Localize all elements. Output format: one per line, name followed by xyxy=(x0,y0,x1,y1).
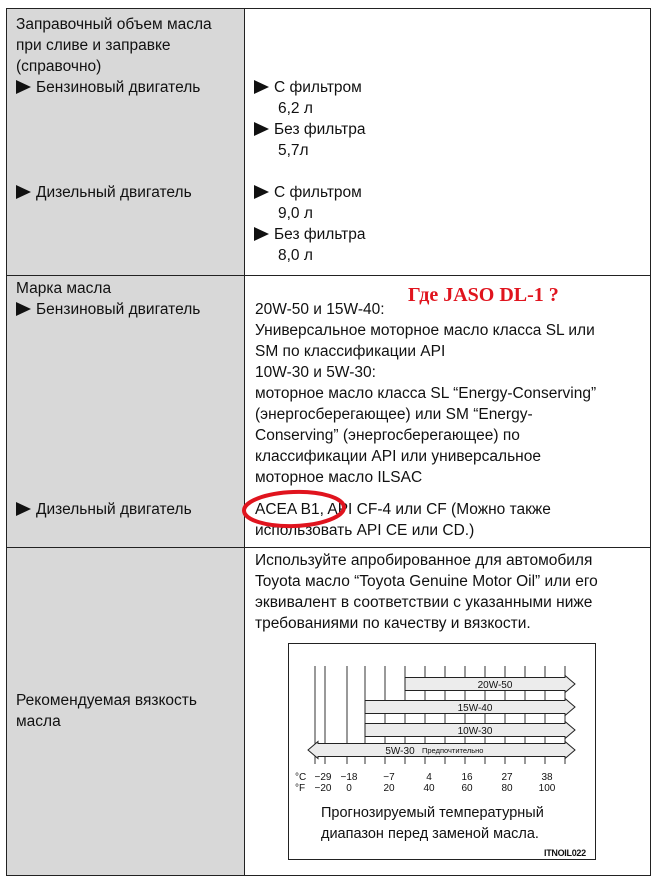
arrow-icon xyxy=(254,185,269,199)
fahrenheit-tick: 40 xyxy=(423,783,435,794)
diesel-without-filter: Без фильтра xyxy=(254,224,366,245)
arrow-icon xyxy=(254,122,269,136)
figure-code: ITNOIL022 xyxy=(544,848,586,858)
red-circle-annotation xyxy=(240,488,352,538)
arrow-icon xyxy=(16,502,31,516)
fahrenheit-tick: 100 xyxy=(538,783,556,794)
fahrenheit-tick: 80 xyxy=(501,783,513,794)
chart-caption: диапазон перед заменой масла. xyxy=(321,826,539,842)
gasoline-with-filter-value: 6,2 л xyxy=(278,100,313,117)
celsius-tick: 4 xyxy=(426,772,432,783)
row-divider xyxy=(7,275,650,276)
arrow-icon xyxy=(254,227,269,241)
viscosity-bar-label: 10W-30 xyxy=(457,726,493,737)
diesel-with-filter: С фильтром xyxy=(254,182,362,203)
diesel-engine-label: Дизельный двигатель xyxy=(16,182,192,203)
viscosity-bar-label: 20W-50 xyxy=(477,680,513,691)
viscosity-bar-label: 15W-40 xyxy=(457,703,493,714)
oil-grade-heading: Марка масла xyxy=(16,280,112,297)
fahrenheit-tick: −20 xyxy=(314,783,332,794)
gasoline-engine-label: Бензиновый двигатель xyxy=(16,299,200,320)
fahrenheit-tick: 20 xyxy=(383,783,395,794)
celsius-tick: 16 xyxy=(461,772,473,783)
diesel-with-filter-value: 9,0 л xyxy=(278,205,313,222)
celsius-tick: −7 xyxy=(383,772,395,783)
row-divider xyxy=(7,547,650,548)
gasoline-without-filter: Без фильтра xyxy=(254,119,366,140)
arrow-icon xyxy=(16,185,31,199)
preferred-note: Предпочтительно xyxy=(422,746,484,755)
arrow-icon xyxy=(254,80,269,94)
fahrenheit-tick: 0 xyxy=(346,783,352,794)
arrow-icon xyxy=(16,80,31,94)
viscosity-bar xyxy=(308,742,575,759)
celsius-tick: −18 xyxy=(340,772,358,783)
chart-caption: Прогнозируемый температурный xyxy=(321,805,544,821)
gasoline-without-filter-value: 5,7л xyxy=(278,142,309,159)
viscosity-bar-label: 5W-30 xyxy=(385,746,415,757)
arrow-icon xyxy=(16,302,31,316)
gasoline-engine-label: Бензиновый двигатель xyxy=(16,77,200,98)
label-column xyxy=(7,9,245,875)
viscosity-bar xyxy=(405,676,575,693)
handwritten-annotation: Где JASO DL-1 ? xyxy=(408,284,559,306)
viscosity-chart xyxy=(288,643,596,860)
gasoline-with-filter: С фильтром xyxy=(254,77,362,98)
fahrenheit-tick: 60 xyxy=(461,783,473,794)
celsius-tick: −29 xyxy=(314,772,332,783)
celsius-tick: 27 xyxy=(501,772,513,783)
viscosity-bar xyxy=(365,722,575,739)
viscosity-bars xyxy=(289,644,595,774)
fahrenheit-unit: °F xyxy=(295,783,306,794)
celsius-unit: °C xyxy=(295,772,307,783)
celsius-tick: 38 xyxy=(541,772,553,783)
viscosity-bar xyxy=(365,699,575,716)
diesel-engine-label: Дизельный двигатель xyxy=(16,499,192,520)
diesel-without-filter-value: 8,0 л xyxy=(278,247,313,264)
